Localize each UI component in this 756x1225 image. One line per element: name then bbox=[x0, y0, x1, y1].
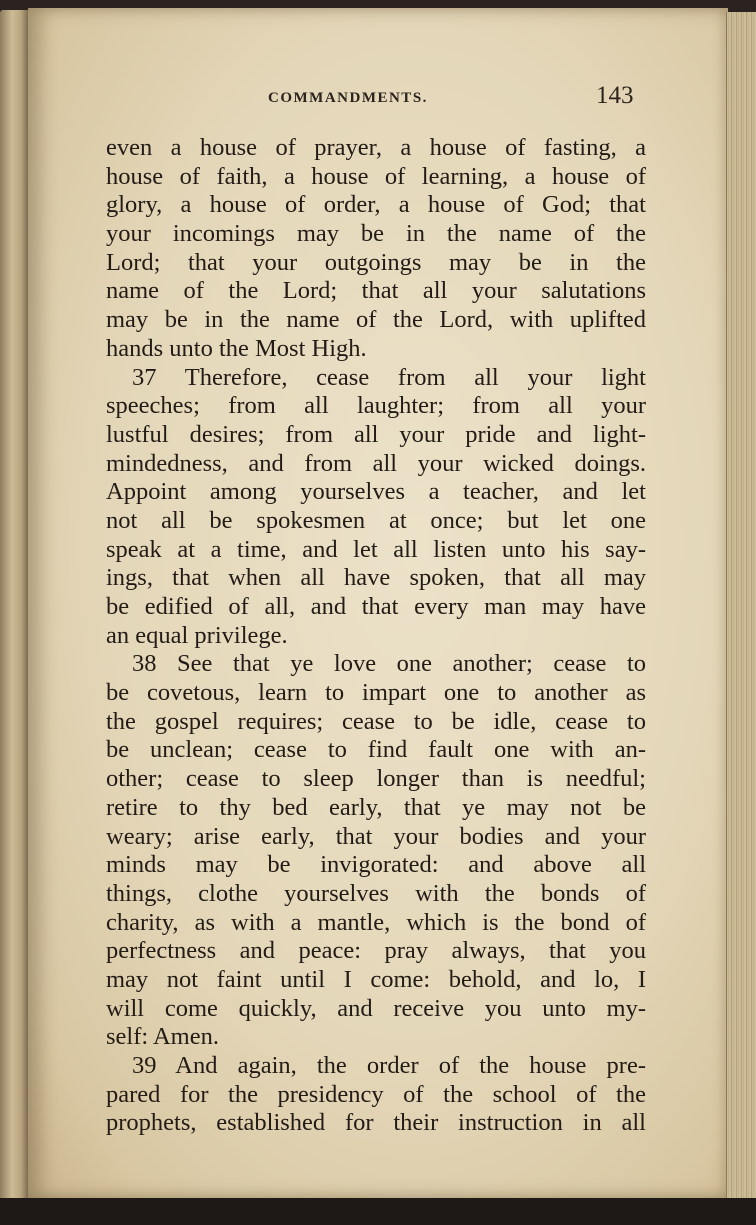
text-line: mindedness, and from all your wicked doings. bbox=[106, 449, 646, 477]
text-line: may be in the name of the Lord, with uplifted bbox=[106, 306, 646, 334]
text-line: not all be spokesmen at once; but let one bbox=[106, 506, 646, 534]
text-line: things, clothe yourselves with the bonds of bbox=[106, 879, 646, 907]
text-line: will come quickly, and receive you unto my- bbox=[106, 994, 646, 1022]
text-line: Appoint among yourselves a teacher, and let bbox=[106, 478, 646, 506]
facing-page-edge bbox=[0, 10, 30, 1200]
verse-37-start: 37 Therefore, cease from all your light bbox=[132, 363, 646, 391]
text-line: minds may be invigorated: and above all bbox=[106, 851, 646, 879]
text-line: retire to thy bed early, that ye may not be bbox=[106, 793, 646, 821]
text-line: speeches; from all laughter; from all your bbox=[106, 392, 646, 420]
text-line: your incomings may be in the name of the bbox=[106, 220, 646, 248]
page-header bbox=[0, 82, 756, 118]
text-line: perfectness and peace: pray always, that you bbox=[106, 937, 646, 965]
text-line: lustful desires; from all your pride and light- bbox=[106, 420, 646, 448]
running-head: COMMANDMENTS. bbox=[268, 90, 428, 106]
text-line: be covetous, learn to impart one to another as bbox=[106, 679, 646, 707]
text-line: pared for the presidency of the school of the bbox=[106, 1080, 646, 1108]
verse-39-start: 39 And again, the order of the house pre- bbox=[132, 1052, 646, 1079]
verse-38-start: 38 See that ye love one another; cease to bbox=[132, 650, 646, 678]
text-line: be unclean; cease to find fault one with an- bbox=[106, 736, 646, 764]
text-line: house of faith, a house of learning, a house of bbox=[106, 162, 646, 190]
text-line: may not faint until I come: behold, and lo, I bbox=[106, 965, 646, 993]
page-bottom-shadow bbox=[0, 1198, 756, 1225]
body-text bbox=[106, 134, 646, 1138]
text-line: weary; arise early, that your bodies and your bbox=[106, 822, 646, 850]
text-line: prophets, established for their instruction in all bbox=[106, 1109, 646, 1137]
text-line: an equal privilege. bbox=[106, 621, 288, 649]
page-stack-edge bbox=[726, 12, 756, 1200]
text-line: charity, as with a mantle, which is the bond of bbox=[106, 908, 646, 936]
text-line: even a house of prayer, a house of fasting, a bbox=[106, 134, 646, 161]
text-line: the gospel requires; cease to be idle, cease to bbox=[106, 707, 646, 735]
text-line: Lord; that your outgoings may be in the bbox=[106, 248, 646, 276]
text-line: glory, a house of order, a house of God; that bbox=[106, 191, 646, 219]
text-line: hands unto the Most High. bbox=[106, 334, 367, 362]
page-number: 143 bbox=[596, 82, 634, 109]
text-line: be edified of all, and that every man may have bbox=[106, 593, 646, 620]
text-line: speak at a time, and let all listen unto his say- bbox=[106, 535, 646, 563]
text-line: other; cease to sleep longer than is needful; bbox=[106, 765, 646, 793]
text-line: self: Amen. bbox=[106, 1023, 219, 1051]
text-line: ings, that when all have spoken, that all may bbox=[106, 564, 646, 592]
text-line: name of the Lord; that all your salutations bbox=[106, 277, 646, 305]
